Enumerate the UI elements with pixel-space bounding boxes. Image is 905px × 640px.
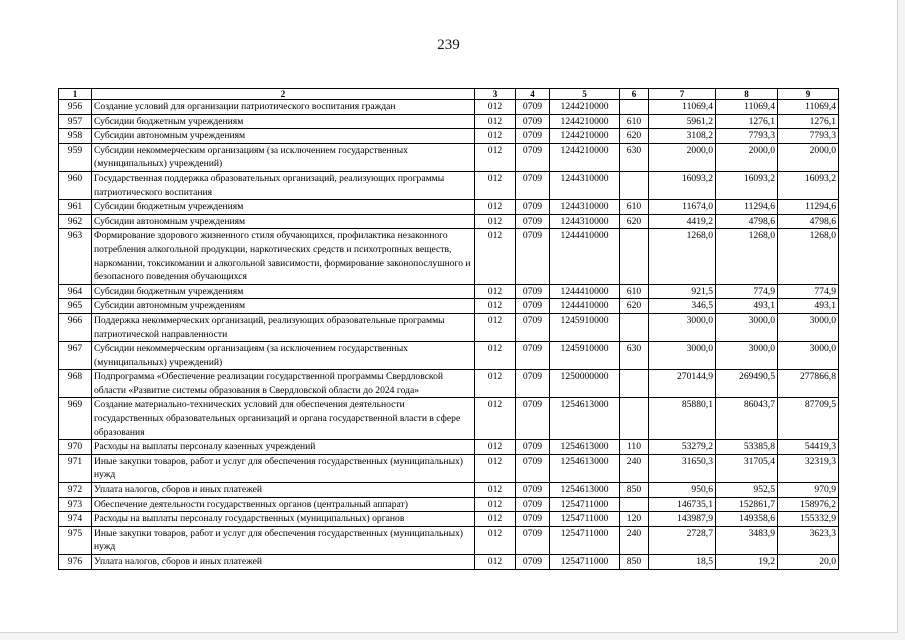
row-description: Иные закупки товаров, работ и услуг для обеспечения государственных (муниципальных) нужд [92, 454, 475, 482]
row-expense-type [620, 171, 649, 199]
row-amount-col7: 16093,2 [649, 171, 716, 199]
row-number: 959 [59, 143, 92, 171]
header-row [59, 89, 839, 100]
row-description: Субсидии некоммерческим организациям (за исключением государственных (муниципальных) учреждений) [92, 143, 475, 171]
row-description: Субсидии автономным учреждениям [92, 214, 475, 229]
row-amount-col7: 11069,4 [649, 100, 716, 115]
row-amount-col7: 3108,2 [649, 129, 716, 144]
row-amount-col8: 31705,4 [716, 454, 778, 482]
row-amount-col9: 11294,6 [778, 200, 839, 215]
row-section-code: 0709 [516, 398, 550, 440]
row-amount-col8: 4798,6 [716, 214, 778, 229]
row-number: 964 [59, 284, 92, 299]
row-amount-col8: 149358,6 [716, 512, 778, 527]
row-ministry-code: 012 [475, 440, 516, 455]
row-section-code: 0709 [516, 483, 550, 498]
row-amount-col8: 3000,0 [716, 313, 778, 341]
row-ministry-code: 012 [475, 483, 516, 498]
row-target-article: 1244410000 [550, 299, 620, 314]
row-amount-col8: 19,2 [716, 555, 778, 570]
row-number: 963 [59, 229, 92, 284]
row-amount-col7: 53279,2 [649, 440, 716, 455]
row-expense-type: 610 [620, 284, 649, 299]
row-expense-type: 610 [620, 200, 649, 215]
row-amount-col8: 2000,0 [716, 143, 778, 171]
row-amount-col9: 2000,0 [778, 143, 839, 171]
row-amount-col9: 87709,5 [778, 398, 839, 440]
row-number: 974 [59, 512, 92, 527]
row-ministry-code: 012 [475, 114, 516, 129]
row-description: Обеспечение деятельности государственных органов (центральный аппарат) [92, 497, 475, 512]
row-amount-col9: 32319,3 [778, 454, 839, 482]
table-row [59, 171, 839, 199]
row-expense-type [620, 313, 649, 341]
row-number: 960 [59, 171, 92, 199]
table-row [59, 229, 839, 284]
table-row [59, 483, 839, 498]
row-amount-col8: 3483,9 [716, 526, 778, 554]
row-description: Поддержка некоммерческих организаций, реализующих образовательные программы патриотической направленности [92, 313, 475, 341]
row-amount-col9: 20,0 [778, 555, 839, 570]
row-ministry-code: 012 [475, 143, 516, 171]
row-amount-col7: 2000,0 [649, 143, 716, 171]
table-row [59, 454, 839, 482]
page-number: 239 [437, 37, 460, 53]
row-ministry-code: 012 [475, 200, 516, 215]
row-target-article: 1244410000 [550, 284, 620, 299]
row-amount-col8: 7793,3 [716, 129, 778, 144]
row-amount-col7: 146735,1 [649, 497, 716, 512]
row-description: Субсидии автономным учреждениям [92, 129, 475, 144]
row-expense-type: 630 [620, 342, 649, 370]
header-cell: 5 [550, 89, 620, 100]
row-amount-col7: 4419,2 [649, 214, 716, 229]
row-section-code: 0709 [516, 454, 550, 482]
row-description: Расходы на выплаты персоналу казенных учреждений [92, 440, 475, 455]
row-target-article: 1254711000 [550, 555, 620, 570]
table-row [59, 555, 839, 570]
row-target-article: 1254613000 [550, 483, 620, 498]
row-number: 972 [59, 483, 92, 498]
row-amount-col8: 269490,5 [716, 370, 778, 398]
row-amount-col7: 270144,9 [649, 370, 716, 398]
table-row [59, 129, 839, 144]
row-amount-col7: 143987,9 [649, 512, 716, 527]
row-description: Расходы на выплаты персоналу государственных (муниципальных) органов [92, 512, 475, 527]
row-ministry-code: 012 [475, 342, 516, 370]
header-cell: 6 [620, 89, 649, 100]
row-amount-col7: 3000,0 [649, 342, 716, 370]
table-row [59, 370, 839, 398]
row-section-code: 0709 [516, 526, 550, 554]
row-expense-type [620, 497, 649, 512]
row-amount-col9: 16093,2 [778, 171, 839, 199]
row-target-article: 1245910000 [550, 342, 620, 370]
row-target-article: 1254613000 [550, 440, 620, 455]
row-description: Субсидии автономным учреждениям [92, 299, 475, 314]
row-amount-col8: 53385,8 [716, 440, 778, 455]
table-row [59, 143, 839, 171]
row-description: Субсидии бюджетным учреждениям [92, 284, 475, 299]
row-section-code: 0709 [516, 440, 550, 455]
row-description: Субсидии бюджетным учреждениям [92, 200, 475, 215]
row-description: Уплата налогов, сборов и иных платежей [92, 555, 475, 570]
row-description: Уплата налогов, сборов и иных платежей [92, 483, 475, 498]
table-row [59, 200, 839, 215]
row-ministry-code: 012 [475, 229, 516, 284]
row-amount-col9: 774,9 [778, 284, 839, 299]
row-expense-type: 240 [620, 454, 649, 482]
row-number: 976 [59, 555, 92, 570]
table-body [59, 100, 839, 570]
row-number: 967 [59, 342, 92, 370]
table-row [59, 313, 839, 341]
row-number: 968 [59, 370, 92, 398]
header-cell: 1 [59, 89, 92, 100]
row-amount-col9: 7793,3 [778, 129, 839, 144]
table-row [59, 214, 839, 229]
row-amount-col7: 31650,3 [649, 454, 716, 482]
row-ministry-code: 012 [475, 398, 516, 440]
row-section-code: 0709 [516, 284, 550, 299]
table-row [59, 526, 839, 554]
row-amount-col7: 3000,0 [649, 313, 716, 341]
row-expense-type [620, 398, 649, 440]
row-expense-type [620, 100, 649, 115]
row-section-code: 0709 [516, 214, 550, 229]
row-ministry-code: 012 [475, 214, 516, 229]
row-number: 970 [59, 440, 92, 455]
row-expense-type: 620 [620, 129, 649, 144]
row-amount-col9: 158976,2 [778, 497, 839, 512]
row-ministry-code: 012 [475, 313, 516, 341]
row-ministry-code: 012 [475, 171, 516, 199]
row-amount-col7: 1268,0 [649, 229, 716, 284]
row-amount-col8: 774,9 [716, 284, 778, 299]
row-ministry-code: 012 [475, 100, 516, 115]
row-amount-col8: 3000,0 [716, 342, 778, 370]
row-amount-col8: 16093,2 [716, 171, 778, 199]
row-expense-type: 240 [620, 526, 649, 554]
row-section-code: 0709 [516, 114, 550, 129]
row-expense-type [620, 229, 649, 284]
row-amount-col8: 11069,4 [716, 100, 778, 115]
row-expense-type: 110 [620, 440, 649, 455]
row-number: 971 [59, 454, 92, 482]
row-number: 962 [59, 214, 92, 229]
table-row [59, 440, 839, 455]
header-cell: 2 [92, 89, 475, 100]
row-expense-type: 620 [620, 214, 649, 229]
row-amount-col9: 3000,0 [778, 342, 839, 370]
row-description: Подпрограмма «Обеспечение реализации государственной программы Свердловской области «Развитие системы образования в Свердловской области до 2024 года» [92, 370, 475, 398]
row-number: 969 [59, 398, 92, 440]
table-row [59, 284, 839, 299]
row-number: 965 [59, 299, 92, 314]
header-cell: 8 [716, 89, 778, 100]
row-number: 956 [59, 100, 92, 115]
row-number: 957 [59, 114, 92, 129]
header-cell: 9 [778, 89, 839, 100]
row-ministry-code: 012 [475, 526, 516, 554]
row-amount-col9: 155332,9 [778, 512, 839, 527]
header-cell: 4 [516, 89, 550, 100]
header-cell: 7 [649, 89, 716, 100]
row-target-article: 1244310000 [550, 171, 620, 199]
row-ministry-code: 012 [475, 512, 516, 527]
row-expense-type: 620 [620, 299, 649, 314]
row-target-article: 1250000000 [550, 370, 620, 398]
row-section-code: 0709 [516, 143, 550, 171]
row-section-code: 0709 [516, 342, 550, 370]
row-target-article: 1254613000 [550, 398, 620, 440]
row-description: Субсидии некоммерческим организациям (за исключением государственных (муниципальных) учреждений) [92, 342, 475, 370]
row-section-code: 0709 [516, 171, 550, 199]
row-amount-col9: 1276,1 [778, 114, 839, 129]
row-number: 973 [59, 497, 92, 512]
row-amount-col9: 3623,3 [778, 526, 839, 554]
row-target-article: 1244210000 [550, 114, 620, 129]
row-target-article: 1254711000 [550, 512, 620, 527]
row-amount-col7: 11674,0 [649, 200, 716, 215]
row-expense-type: 120 [620, 512, 649, 527]
row-target-article: 1244210000 [550, 143, 620, 171]
row-expense-type [620, 370, 649, 398]
row-target-article: 1244210000 [550, 100, 620, 115]
row-amount-col7: 950,6 [649, 483, 716, 498]
row-amount-col8: 86043,7 [716, 398, 778, 440]
row-amount-col8: 1276,1 [716, 114, 778, 129]
row-amount-col9: 11069,4 [778, 100, 839, 115]
row-ministry-code: 012 [475, 284, 516, 299]
row-number: 961 [59, 200, 92, 215]
budget-table [58, 88, 839, 570]
row-expense-type: 610 [620, 114, 649, 129]
row-section-code: 0709 [516, 299, 550, 314]
row-target-article: 1245910000 [550, 313, 620, 341]
row-number: 958 [59, 129, 92, 144]
row-amount-col7: 921,5 [649, 284, 716, 299]
table-row [59, 497, 839, 512]
row-ministry-code: 012 [475, 454, 516, 482]
row-ministry-code: 012 [475, 497, 516, 512]
row-description: Формирование здорового жизненного стиля обучающихся, профилактика незаконного потребления алкогольной продукции, наркотических средств и психотропных веществ, наркомании, токсикомании и алкогольной зависимости, формирование законопослушного и безопасного поведения обучающихся [92, 229, 475, 284]
row-target-article: 1254711000 [550, 526, 620, 554]
row-amount-col7: 2728,7 [649, 526, 716, 554]
row-amount-col9: 4798,6 [778, 214, 839, 229]
row-target-article: 1244310000 [550, 214, 620, 229]
row-section-code: 0709 [516, 229, 550, 284]
row-section-code: 0709 [516, 100, 550, 115]
row-description: Субсидии бюджетным учреждениям [92, 114, 475, 129]
row-amount-col8: 952,5 [716, 483, 778, 498]
row-description: Государственная поддержка образовательных организаций, реализующих программы патриотического воспитания [92, 171, 475, 199]
row-section-code: 0709 [516, 200, 550, 215]
row-number: 975 [59, 526, 92, 554]
row-ministry-code: 012 [475, 129, 516, 144]
row-amount-col9: 277866,8 [778, 370, 839, 398]
table-row [59, 342, 839, 370]
row-expense-type: 850 [620, 483, 649, 498]
row-section-code: 0709 [516, 497, 550, 512]
row-amount-col8: 1268,0 [716, 229, 778, 284]
row-amount-col9: 493,1 [778, 299, 839, 314]
row-amount-col8: 493,1 [716, 299, 778, 314]
row-amount-col8: 11294,6 [716, 200, 778, 215]
row-ministry-code: 012 [475, 299, 516, 314]
table-row [59, 100, 839, 115]
table-row [59, 114, 839, 129]
row-amount-col9: 54419,3 [778, 440, 839, 455]
row-description: Иные закупки товаров, работ и услуг для обеспечения государственных (муниципальных) нужд [92, 526, 475, 554]
row-target-article: 1244410000 [550, 229, 620, 284]
row-amount-col8: 152861,7 [716, 497, 778, 512]
row-expense-type: 630 [620, 143, 649, 171]
table-row [59, 398, 839, 440]
row-target-article: 1254613000 [550, 454, 620, 482]
row-target-article: 1244210000 [550, 129, 620, 144]
row-expense-type: 850 [620, 555, 649, 570]
table-row [59, 299, 839, 314]
row-amount-col7: 5961,2 [649, 114, 716, 129]
table-row [59, 512, 839, 527]
row-section-code: 0709 [516, 512, 550, 527]
header-cell: 3 [475, 89, 516, 100]
row-amount-col7: 85880,1 [649, 398, 716, 440]
row-amount-col9: 1268,0 [778, 229, 839, 284]
row-amount-col7: 18,5 [649, 555, 716, 570]
row-amount-col7: 346,5 [649, 299, 716, 314]
row-target-article: 1254711000 [550, 497, 620, 512]
row-ministry-code: 012 [475, 370, 516, 398]
row-section-code: 0709 [516, 555, 550, 570]
row-amount-col9: 3000,0 [778, 313, 839, 341]
row-number: 966 [59, 313, 92, 341]
row-target-article: 1244310000 [550, 200, 620, 215]
row-description: Создание условий для организации патриотического воспитания граждан [92, 100, 475, 115]
row-section-code: 0709 [516, 370, 550, 398]
row-section-code: 0709 [516, 129, 550, 144]
row-section-code: 0709 [516, 313, 550, 341]
row-description: Создание материально-технических условий для обеспечения деятельности государственных образовательных организаций и органа государственной власти в сфере образования [92, 398, 475, 440]
row-ministry-code: 012 [475, 555, 516, 570]
row-amount-col9: 970,9 [778, 483, 839, 498]
